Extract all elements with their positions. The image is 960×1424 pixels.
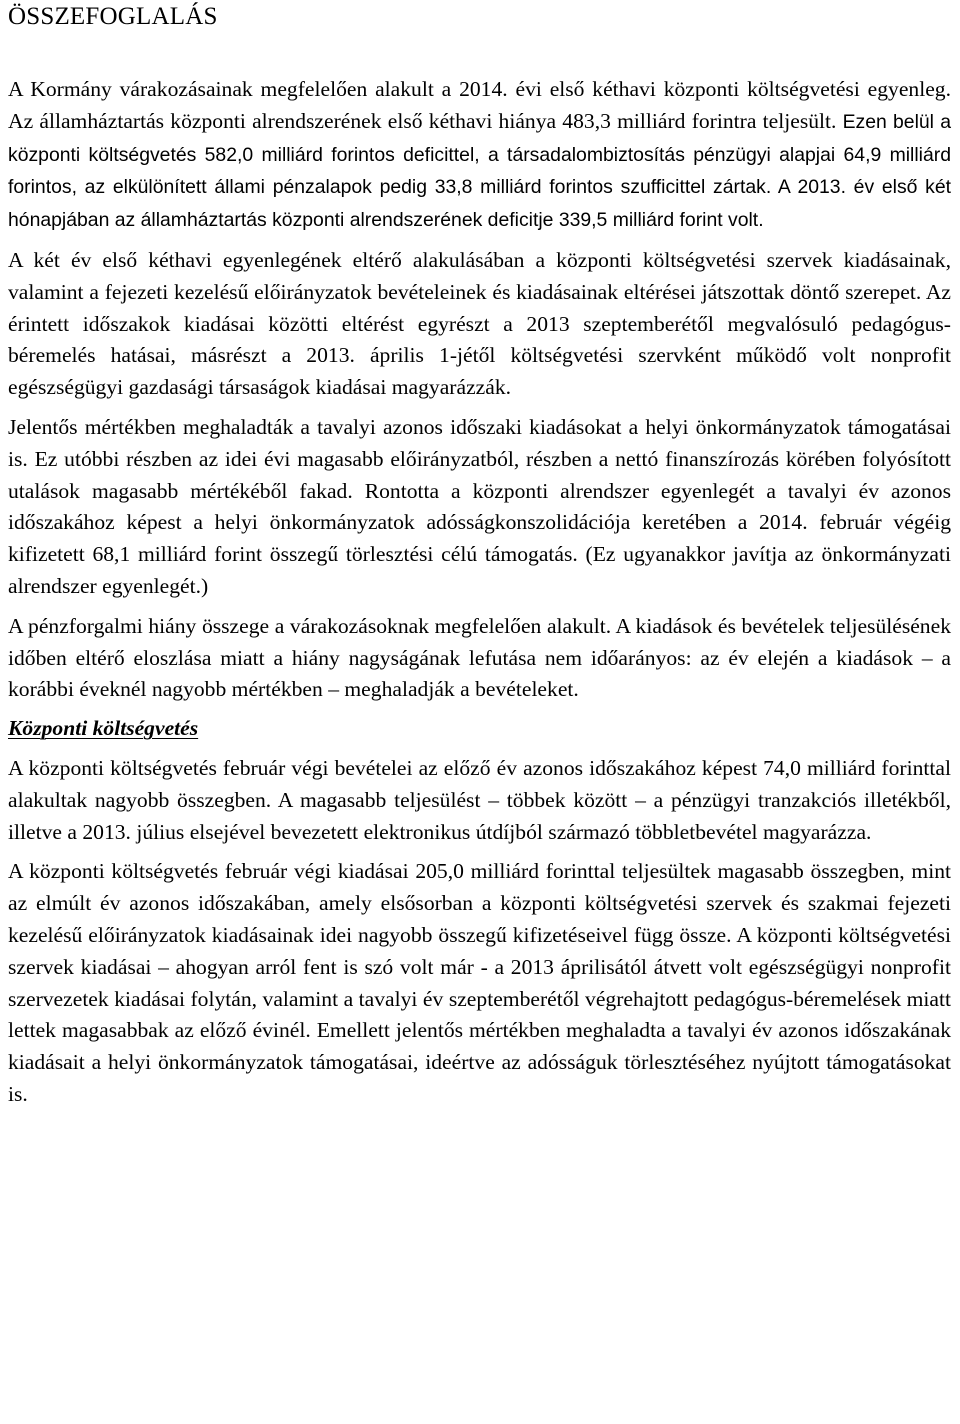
paragraph-5: A központi költségvetés február végi bevételei az előző év azonos időszakához képest 74,0 milliárd forinttal alakultak nagyobb összegben. A magasabb teljesülést – többek között – a pénzügyi tranzakciós illetékből, illetve a 2013. július elsejével bevezetett elektronikus útdíjból származó többletbevétel magyarázza. [8,755,951,844]
paragraph-1-sans-text: Ezen belül a központi költségvetés 582,0 milliárd forintos deficittel, a társadalombiztosítás pénzügyi alapjai 64,9 milliárd forintos, az elkülönített állami pénzalapok pedig 33,8 milliárd forintos szufficittel zártak. A 2013. év első két hónapjában az államháztartás központi alrendszerének deficitje 339,5 milliárd forint volt. [8,110,951,232]
paragraph-2: A két év első kéthavi egyenlegének eltérő alakulásában a központi költségvetési szervek kiadásainak, valamint a fejezeti kezelésű előirányzatok bevételeinek és kiadásainak eltérései játszottak döntő szerepet. Az érintett időszakok kiadásai közötti eltérést egyrészt a 2013 szeptemberétől megvalósuló pedagógus-béremelés hatásai, másrészt a 2013. április 1-jétől költségvetési szervként működő volt nonprofit egészségügyi gazdasági társaságok kiadásai magyarázzák. [8,247,951,400]
page-title: ÖSSZEFOGLALÁS [8,3,218,30]
paragraph-6: A központi költségvetés február végi kiadásai 205,0 milliárd forinttal teljesültek magasabb összegben, mint az elmúlt év azonos időszakában, amely elsősorban a központi költségvetési szervek és szakmai fejezeti kezelésű előirányzatok kiadásainak idei nagyobb összegű kifizetéseivel függ össze. A központi költségvetési szervek kiadásai – ahogyan arról fent is szó volt már - a 2013 áprilisától átvett volt egészségügyi nonprofit szervezetek kiadásai folytán, valamint a tavalyi év szeptemberétől végrehajtott pedagógus-béremelések miatt lettek magasabbak az előző évinél. Emellett jelentős mértékben meghaladta a tavalyi év azonos időszakának kiadásait a helyi önkormányzatok támogatásai, ideértve az adósságuk törlesztéséhez nyújtott támogatásokat is. [8,859,951,1106]
paragraph-1 [8,74,951,237]
section-heading: Központi költségvetés [8,716,199,741]
paragraph-4: A pénzforgalmi hiány összege a várakozásoknak megfelelően alakult. A kiadások és bevételek teljesülésének időben eltérő eloszlása miatt a hiány nagyságának lefutása nem időarányos: az év elején a kiadások – a korábbi éveknél nagyobb mértékben – meghaladják a bevételeket. [8,613,951,702]
paragraph-3: Jelentős mértékben meghaladták a tavalyi azonos időszaki kiadásokat a helyi önkormányzatok támogatásai is. Ez utóbbi részben az idei évi magasabb előirányzatból, részben a nettó finanszírozás körében folyósított utalások magasabb mértékéből fakad. Rontotta a központi alrendszer egyenlegét a tavalyi év azonos időszakához képest a helyi önkormányzatok adósságkonszolidációja keretében a 2014. február végéig kifizetett 68,1 milliárd forint összegű törlesztési célú támogatás. (Ez ugyanakkor javítja az önkormányzati alrendszer egyenlegét.) [8,414,951,598]
paragraph-1-serif-text: A Kormány várakozásainak megfelelően alakult a 2014. évi első kéthavi központi költségvetési egyenleg. Az államháztartás központi alrendszerének első kéthavi hiánya 483,3 milliárd forintra teljesült. [8,77,951,133]
